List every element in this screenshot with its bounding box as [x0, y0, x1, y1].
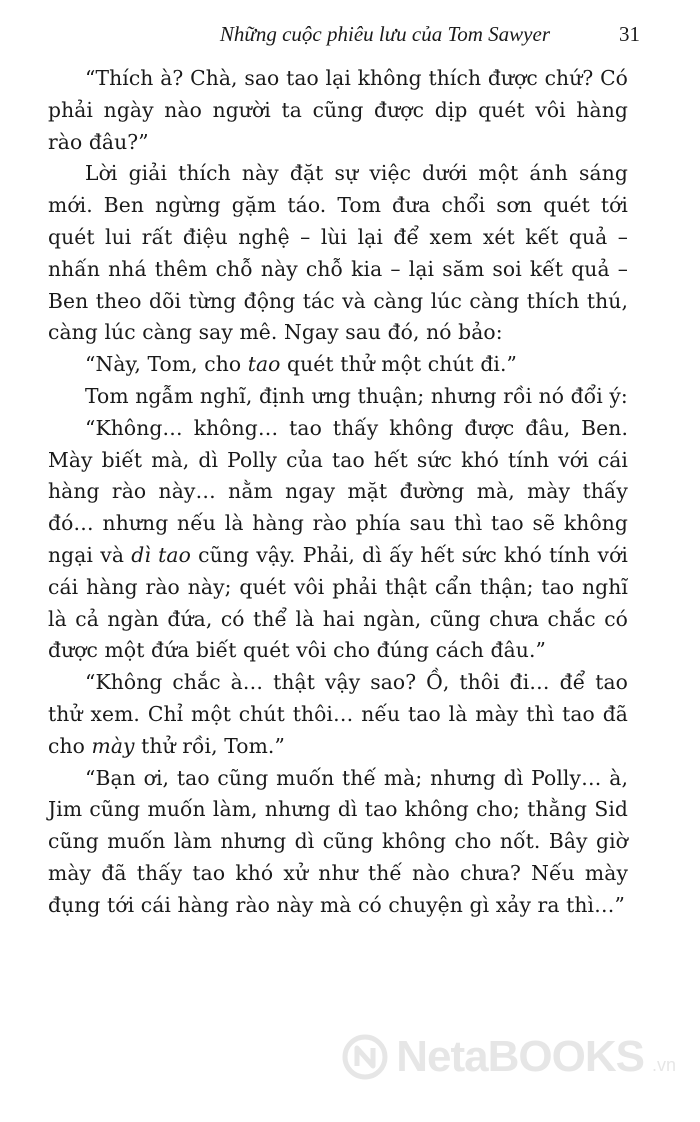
body-text — [48, 63, 628, 922]
emphasis: mày — [91, 733, 135, 758]
paragraph-5: “Không… không… tao thấy không được đâu, Ben. Mày biết mà, dì Polly của tao hết sức khó tính với cái hàng rào này… nằm ngay mặt đường mà, mày thấy đó… nhưng nếu là hàng rào phía sau thì tao sẽ không ngại và dì tao cũng vậy. Phải, dì ấy hết sức khó tính với cái hàng rào này; quét vôi phải thật cẩn thận; tao nghĩ là cả ngàn đứa, có thể là hai ngàn, cũng chưa chắc có được một đứa biết quét vôi cho đúng cách đâu.” — [48, 415, 628, 663]
netabooks-logo-icon — [342, 1034, 388, 1080]
emphasis: dì tao — [131, 542, 191, 567]
emphasis: tao — [247, 352, 281, 377]
watermark — [342, 1032, 676, 1082]
watermark-text: NetaBOOKS — [396, 1032, 644, 1081]
watermark-suffix: .vn — [651, 1055, 676, 1075]
paragraph-2: Lời giải thích này đặt sự việc dưới một ánh sáng mới. Ben ngừng gặm táo. Tom đưa chổi sơn quét tới quét lui rất điệu nghệ – lùi lại để xem xét kết quả – nhấn nhá thêm chỗ này chỗ kia – lại săm soi kết quả – Ben theo dõi từng động tác và càng lúc càng thích thú, càng lúc càng say mê. Ngay sau đó, nó bảo: — [48, 161, 628, 345]
book-title: Những cuộc phiêu lưu của Tom Sawyer — [219, 22, 550, 46]
running-header — [60, 22, 640, 52]
paragraph-7: “Bạn ơi, tao cũng muốn thế mà; nhưng dì Polly… à, Jim cũng muốn làm, nhưng dì tao không cho; thằng Sid cũng muốn làm nhưng dì cũng không cho nốt. Bây giờ mày đã thấy tao khó xử như thế nào chưa? Nếu mày đụng tới cái hàng rào này mà có chuyện gì xảy ra thì…” — [48, 765, 628, 917]
paragraph-1: “Thích à? Chà, sao tao lại không thích được chứ? Có phải ngày nào người ta cũng được dịp quét vôi hàng rào đâu?” — [48, 66, 628, 154]
paragraph-3: “Này, Tom, cho tao quét thử một chút đi.” — [85, 352, 518, 377]
paragraph-6: “Không chắc à… thật vậy sao? Ồ, thôi đi… để tao thử xem. Chỉ một chút thôi… nếu tao là mày thì tao đã cho mày thử rồi, Tom.” — [48, 670, 628, 758]
paragraph-4: Tom ngẫm nghĩ, định ưng thuận; nhưng rồi nó đổi ý: — [85, 383, 628, 408]
page-number: 31 — [619, 22, 640, 46]
